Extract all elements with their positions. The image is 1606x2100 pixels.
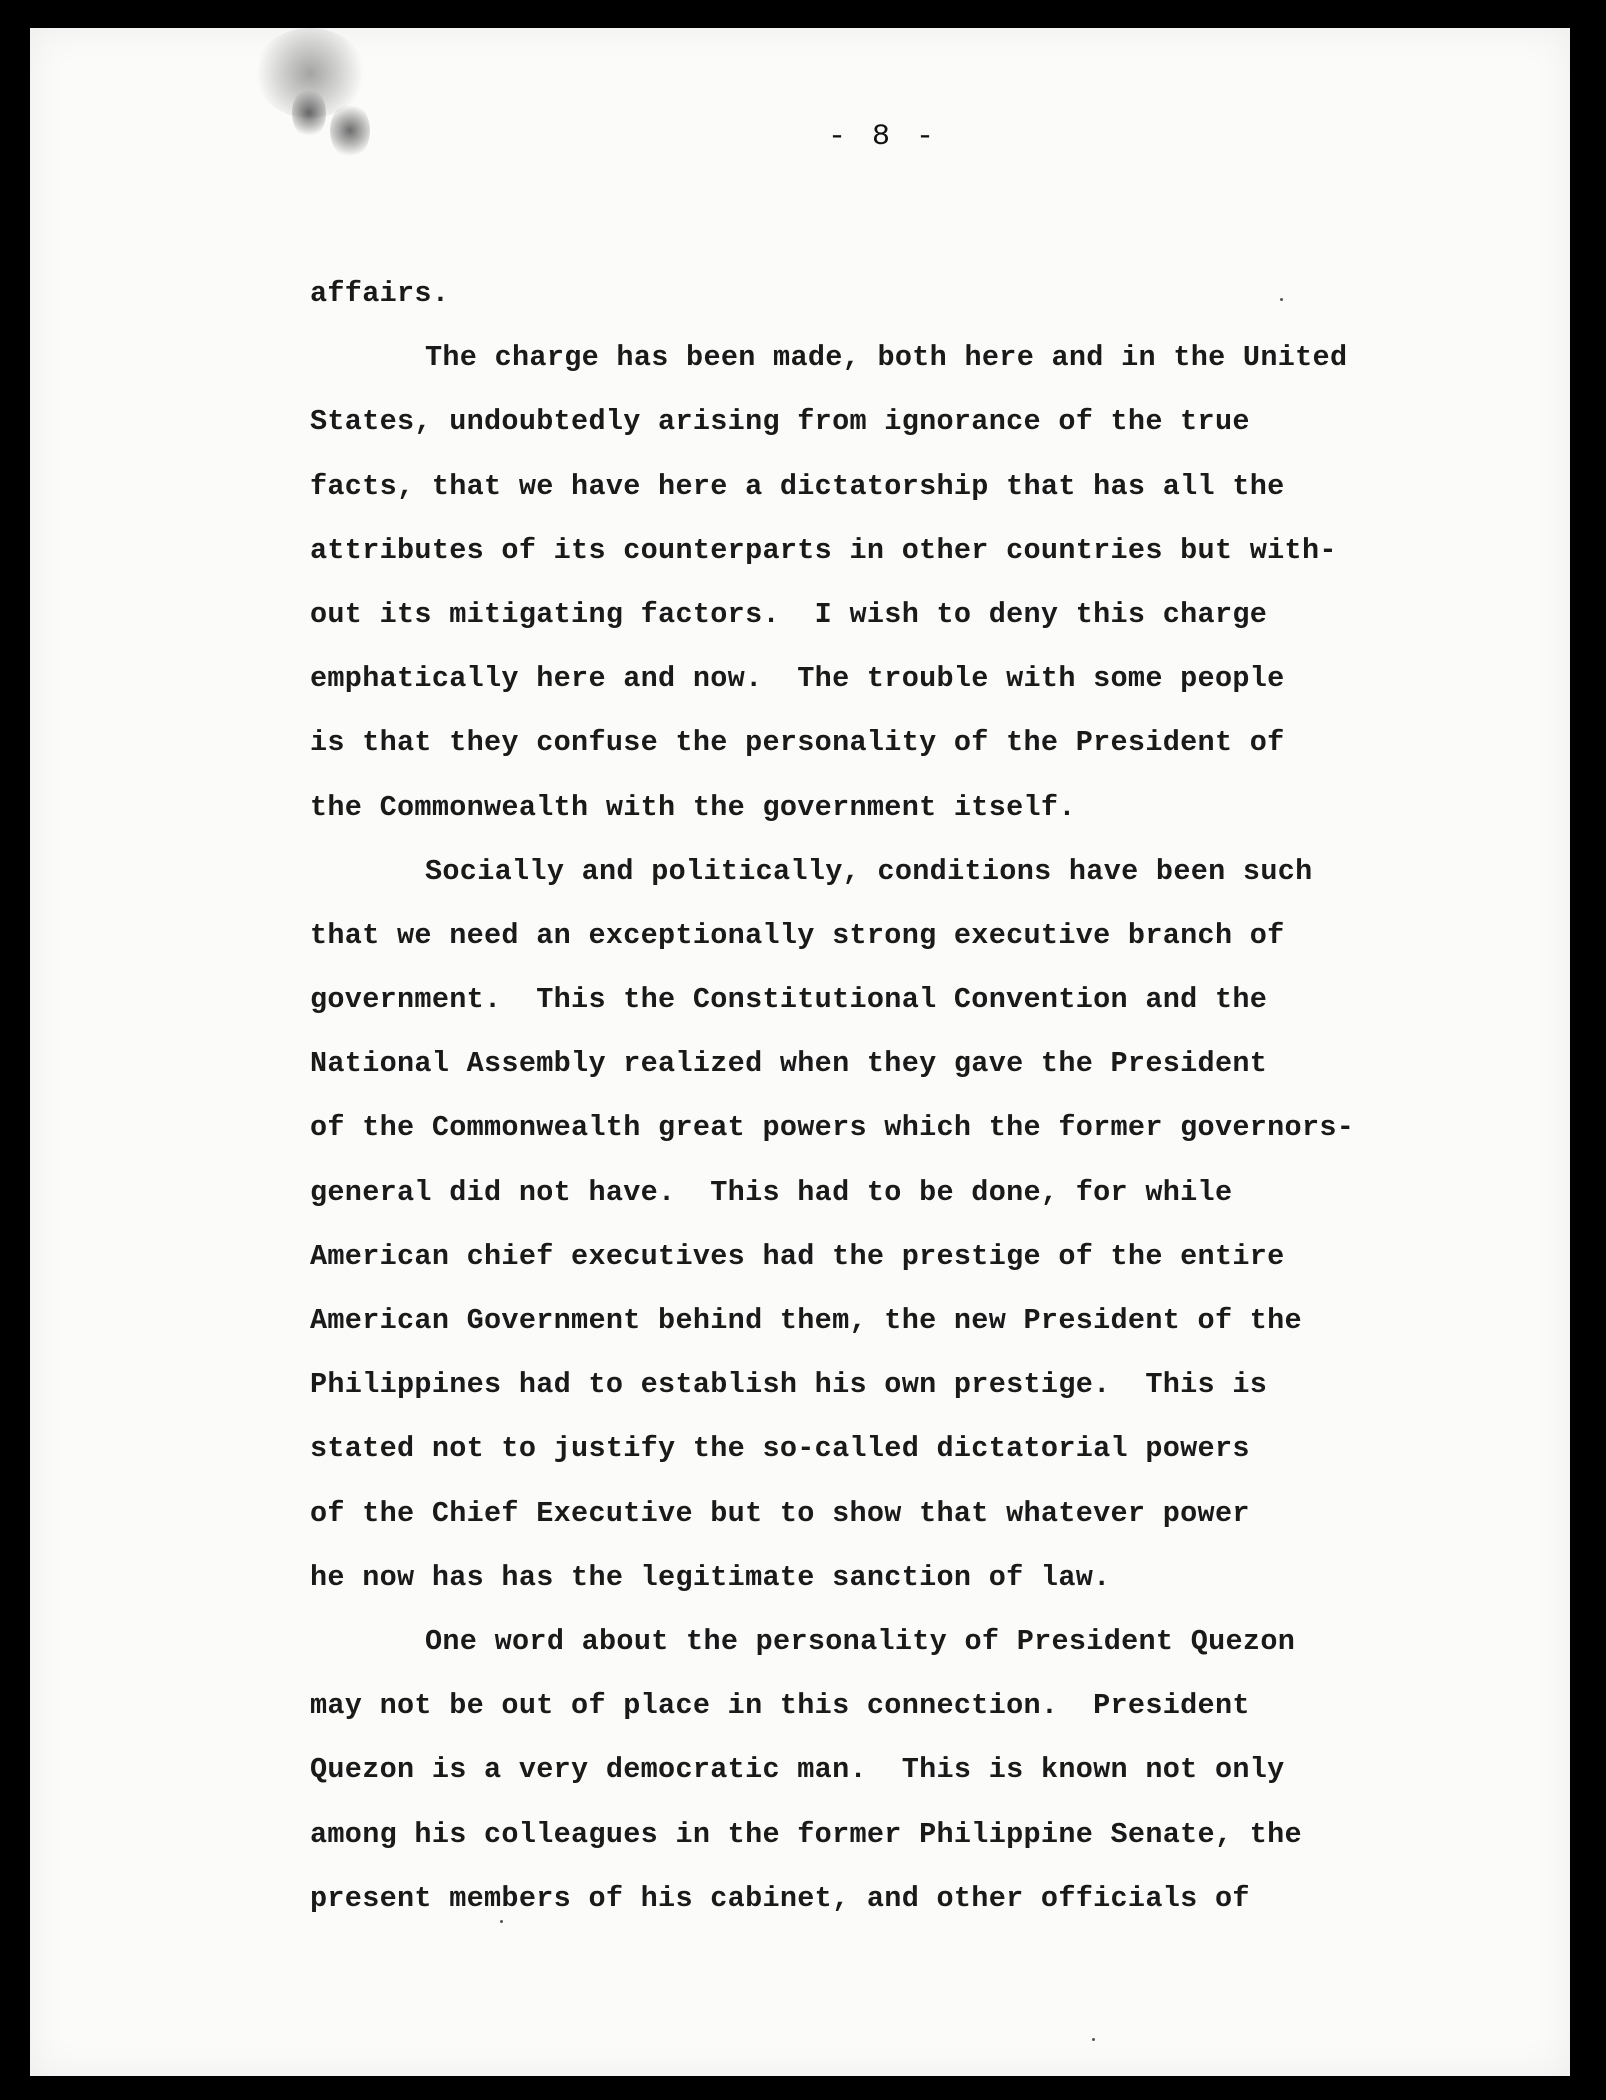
text-line: American Government behind them, the new President of the <box>310 1304 1302 1337</box>
text-line: Quezon is a very democratic man. This is known not only <box>310 1753 1285 1787</box>
text-line: of the Commonwealth great powers which the former governors- <box>310 1111 1355 1145</box>
text-line: that we need an exceptionally strong executive branch of <box>310 918 1285 952</box>
page-number: - 8 - <box>828 120 939 154</box>
text-line: facts, that we have here a dictatorship that has all the <box>310 469 1285 503</box>
text-line: present members of his cabinet, and other officials of <box>310 1881 1250 1915</box>
text-line: The charge has been made, both here and in the United <box>425 341 1348 375</box>
text-line: emphatically here and now. The trouble with some people <box>310 662 1285 696</box>
text-line: States, undoubtedly arising from ignorance of the true <box>310 405 1250 439</box>
text-line: is that they confuse the personality of the President of <box>310 726 1285 760</box>
text-line: of the Chief Executive but to show that whatever power <box>310 1496 1250 1530</box>
text-line: National Assembly realized when they gave the President <box>310 1047 1268 1081</box>
text-line: attributes of its counterparts in other countries but with- <box>310 533 1337 567</box>
text-line: One word about the personality of President Quezon <box>425 1624 1296 1658</box>
text-line: Socially and politically, conditions have been such <box>425 854 1313 888</box>
paper-speck <box>1092 2038 1095 2041</box>
text-line: affairs. <box>310 277 450 310</box>
text-line: stated not to justify the so-called dictatorial powers <box>310 1432 1250 1466</box>
text-line: government. This the Constitutional Convention and the <box>310 983 1268 1017</box>
text-line: American chief executives had the prestige of the entire <box>310 1239 1285 1273</box>
text-line: Philippines had to establish his own prestige. This is <box>310 1368 1268 1402</box>
text-line: general did not have. This had to be done, for while <box>310 1175 1233 1209</box>
ink-smudge <box>330 103 370 158</box>
text-line: out its mitigating factors. I wish to deny this charge <box>310 597 1268 631</box>
typewritten-body <box>310 262 1490 1931</box>
ink-smudge <box>292 88 326 138</box>
text-line: the Commonwealth with the government itself. <box>310 790 1076 824</box>
text-line: among his colleagues in the former Philippine Senate, the <box>310 1817 1302 1851</box>
text-line: he now has has the legitimate sanction of law. <box>310 1560 1111 1594</box>
text-line: may not be out of place in this connection. President <box>310 1689 1250 1723</box>
